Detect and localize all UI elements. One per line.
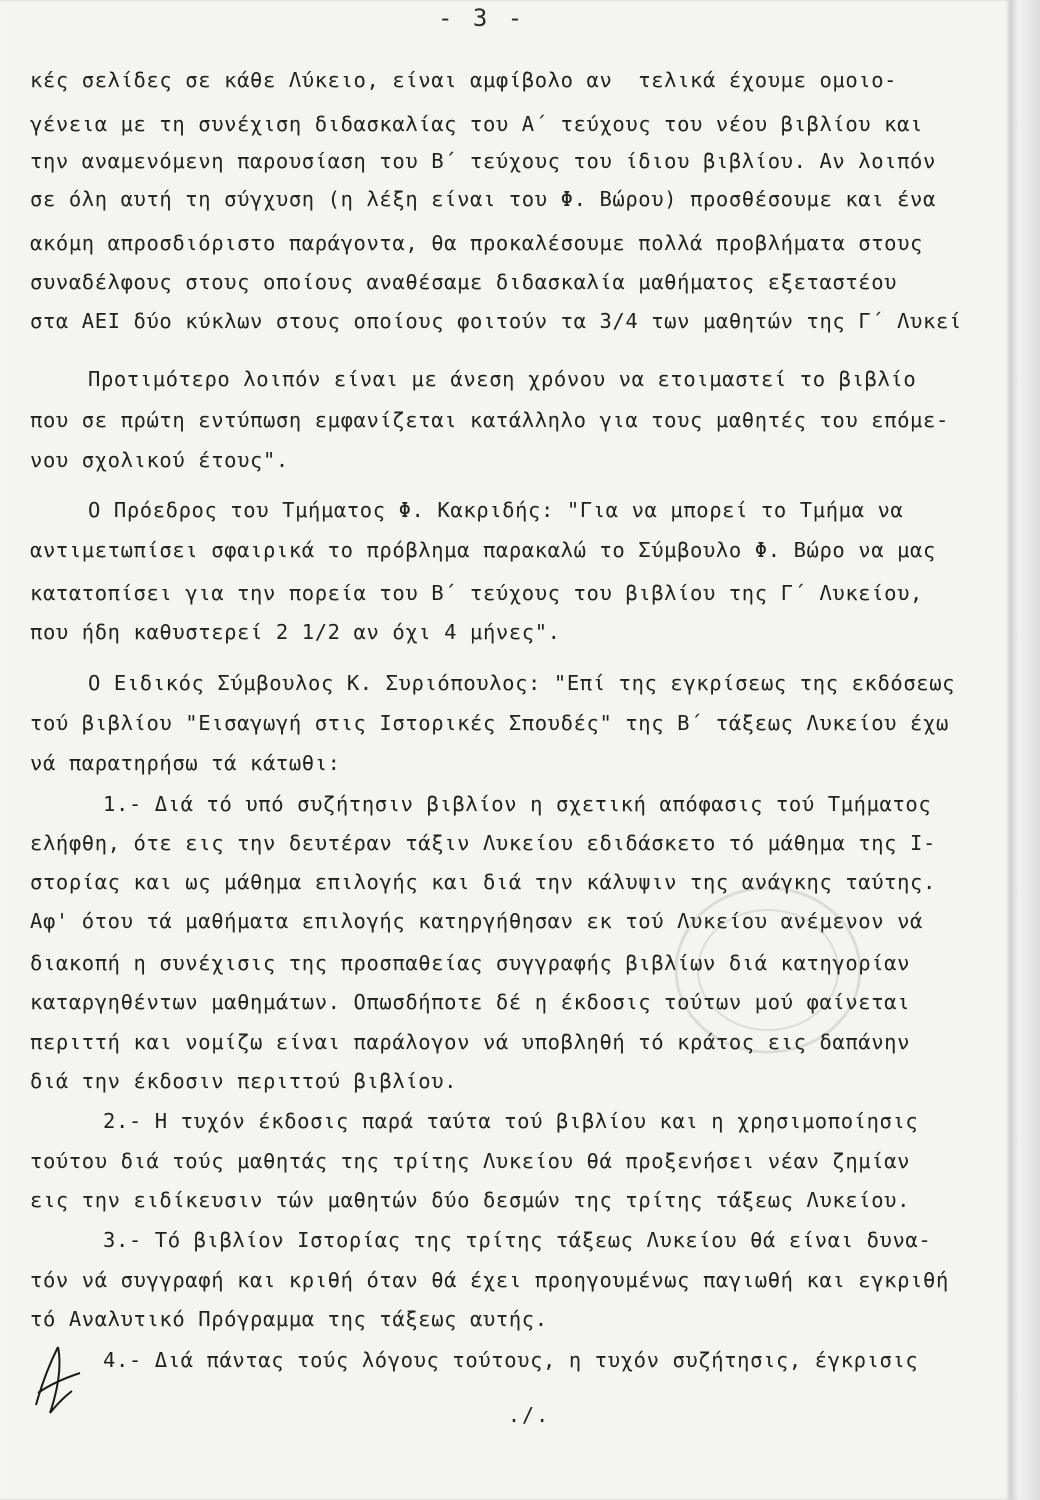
text-line: εις την ειδίκευσιν τών μαθητών δύο δεσμών της τρίτης τάξεως Λυκείου.	[30, 1188, 911, 1212]
text-line: ακόμη απροσδιόριστο παράγοντα, θα προκαλέσουμε πολλά προβλήματα στους	[30, 231, 924, 255]
text-line: 3.- Τό βιβλίον Ιστορίας της τρίτης τάξεως Λυκείου θά είναι δυνα-	[103, 1228, 932, 1252]
page-edge	[1010, 0, 1040, 1500]
text-line: περιττή και νομίζω είναι παράλογον νά υποβληθή τό κράτος εις δαπάνην	[30, 1030, 911, 1054]
text-line: τόν νά συγγραφή και κριθή όταν θά έχει προηγουμένως παγιωθή και εγκριθή	[30, 1268, 949, 1292]
text-line: συναδέλφους στους οποίους αναθέσαμε διδασκαλία μαθήματος εξεταστέου	[30, 270, 898, 294]
text-line: νά παρατηρήσω τά κάτωθι:	[30, 751, 341, 775]
text-line: την αναμενόμενη παρουσίαση του Β΄ τεύχους του ίδιου βιβλίου. Αν λοιπόν	[30, 149, 936, 173]
text-line: Αφ' ότου τά μαθήματα επιλογής κατηργήθησαν εκ τού Λυκείου ανέμενον νά	[30, 909, 924, 933]
text-line: ελήφθη, ότε εις την δευτέραν τάξιν Λυκείου εδιδάσκετο τό μάθημα της Ι-	[30, 831, 936, 855]
text-line: διά την έκδοσιν περιττού βιβλίου.	[30, 1069, 458, 1093]
text-line: που ήδη καθυστερεί 2 1/2 αν όχι 4 μήνες".	[30, 620, 561, 644]
text-line: διακοπή η συνέχισις της προσπαθείας συγγραφής βιβλίων διά κατηγορίαν	[30, 951, 911, 975]
text-line: Ο Πρόεδρος του Τμήματος Φ. Κακριδής: "Για να μπορεί το Τμήμα να	[88, 498, 904, 522]
text-line: που σε πρώτη εντύπωση εμφανίζεται κατάλληλο για τους μαθητές του επόμε-	[30, 408, 949, 432]
text-line: καταργηθέντων μαθημάτων. Οπωσδήποτε δέ η έκδοσις τούτων μού φαίνεται	[30, 990, 911, 1014]
text-line: κές σελίδες σε κάθε Λύκειο, είναι αμφίβολο αν τελικά έχουμε ομοιο-	[30, 68, 898, 92]
text-line: νου σχολικού έτους".	[30, 448, 289, 472]
text-line: τούτου διά τούς μαθητάς της τρίτης Λυκείου θά προξενήσει νέαν ζημίαν	[30, 1149, 911, 1173]
text-line: κατατοπίσει για την πορεία του Β΄ τεύχους του βιβλίου της Γ΄ Λυκείου,	[30, 581, 924, 605]
text-line: 4.- Διά πάντας τούς λόγους τούτους, η τυχόν συζήτησις, έγκρισις	[103, 1348, 919, 1372]
text-line: στα ΑΕΙ δύο κύκλων στους οποίους φοιτούν τα 3/4 των μαθητών της Γ΄ Λυκεί	[30, 309, 962, 333]
text-line: αντιμετωπίσει σφαιρικά το πρόβλημα παρακαλώ το Σύμβουλο Φ. Βώρο να μας	[30, 538, 936, 562]
text-line: Ο Ειδικός Σύμβουλος Κ. Συριόπουλος: "Επί της εγκρίσεως της εκδόσεως	[88, 671, 956, 695]
text-line: Προτιμότερο λοιπόν είναι με άνεση χρόνου να ετοιμαστεί το βιβλίο	[88, 367, 917, 391]
text-line: γένεια με τη συνέχιση διδασκαλίας του Α΄ τεύχους του νέου βιβλίου και	[30, 112, 924, 136]
text-line: στορίας και ως μάθημα επιλογής και διά την κάλυψιν της ανάγκης ταύτης.	[30, 870, 936, 894]
handwritten-signature	[28, 1343, 88, 1423]
page-number: - 3 -	[438, 4, 526, 32]
text-line: 1.- Διά τό υπό συζήτησιν βιβλίον η σχετική απόφασις τού Τμήματος	[103, 792, 932, 816]
text-line: σε όλη αυτή τη σύγχυση (η λέξη είναι του Φ. Βώρου) προσθέσουμε και ένα	[30, 187, 936, 211]
text-line: τού βιβλίου "Εισαγωγή στις Ιστορικές Σπουδές" της Β΄ τάξεως Λυκείου έχω	[30, 711, 949, 735]
text-line: τό Αναλυτικό Πρόγραμμα της τάξεως αυτής.	[30, 1307, 548, 1331]
text-line: 2.- Η τυχόν έκδοσις παρά ταύτα τού βιβλίου και η χρησιμοποίησις	[103, 1109, 919, 1133]
continuation-mark: ./.	[508, 1403, 551, 1427]
